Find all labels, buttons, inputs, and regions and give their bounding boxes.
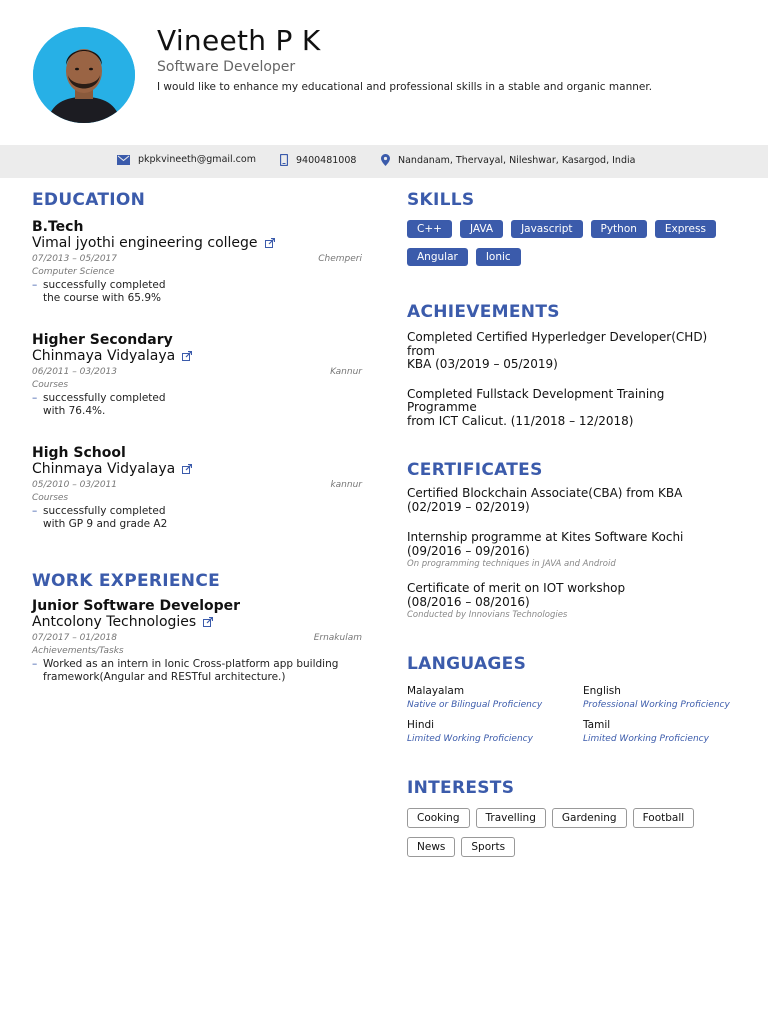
- achievement-line: Completed Fullstack Development Training Programme: [407, 386, 665, 414]
- interest-tag: Gardening: [552, 808, 627, 828]
- dates: 05/2010 – 03/2011: [32, 480, 117, 490]
- location: Chemperi: [318, 254, 362, 264]
- company-link[interactable]: [32, 614, 362, 630]
- education-entry: [32, 445, 362, 531]
- interests-list: [407, 808, 717, 857]
- achievement-line: KBA (03/2019 – 05/2019): [407, 357, 558, 371]
- right-column: [407, 190, 737, 857]
- company-name[interactable]: Antcolony Technologies: [32, 614, 197, 630]
- certificate-note: On programming techniques in JAVA and Android: [407, 559, 616, 569]
- skill-tag: Javascript: [511, 220, 582, 238]
- achievement-line: from ICT Calicut. (11/2018 – 12/2018): [407, 413, 634, 428]
- work-meta: [32, 633, 362, 643]
- bullet-item: – successfully completed with 76.4%.: [32, 392, 166, 417]
- skill-tag: C++: [407, 220, 452, 238]
- skill-tag: Ionic: [476, 248, 521, 266]
- location: Ernakulam: [313, 633, 362, 643]
- interest-tag: Sports: [461, 837, 515, 857]
- certificate-item: [407, 582, 737, 620]
- dates: 06/2011 – 03/2013: [32, 367, 117, 377]
- location: Kannur: [330, 367, 362, 377]
- language-name: English: [583, 685, 621, 697]
- certificate-line: (02/2019 – 02/2019): [407, 499, 530, 514]
- left-column: [32, 190, 362, 684]
- position: Junior Software Developer: [32, 598, 241, 614]
- school-name[interactable]: Chinmaya Vidyalaya: [32, 348, 176, 364]
- languages-list: [407, 685, 737, 744]
- field-of-study: Courses: [32, 380, 69, 390]
- interests-title: INTERESTS: [407, 778, 515, 798]
- contact-bar: [0, 145, 768, 178]
- address-text: Nandanam, Thervayal, Nileshwar, Kasargod, India: [398, 154, 636, 166]
- profile-photo: [33, 27, 135, 123]
- achievements-title: ACHIEVEMENTS: [407, 302, 560, 322]
- language-name: Malayalam: [407, 685, 465, 697]
- phone-icon: [280, 154, 288, 166]
- envelope-icon: [117, 155, 130, 165]
- email-text[interactable]: pkpkvineeth@gmail.com: [138, 154, 256, 165]
- skill-tag: JAVA: [460, 220, 503, 238]
- contact-phone[interactable]: [280, 154, 356, 166]
- skill-tag: Angular: [407, 248, 468, 266]
- dates: 07/2017 – 01/2018: [32, 633, 117, 643]
- language-name: Tamil: [583, 719, 611, 731]
- candidate-role: Software Developer: [157, 59, 296, 75]
- interest-tag: News: [407, 837, 455, 857]
- bullet-line: with GP 9 and grade A2: [43, 518, 168, 530]
- contact-email[interactable]: [117, 154, 256, 165]
- bullet-line: successfully completed: [43, 279, 166, 291]
- school-name[interactable]: Vimal jyothi engineering college: [32, 235, 258, 251]
- certificate-line: (09/2016 – 09/2016): [407, 543, 530, 558]
- language-item: [583, 719, 743, 744]
- certificate-note: Conducted by Innovians Technologies: [407, 610, 568, 620]
- certificate-item: [407, 487, 737, 514]
- external-link-icon[interactable]: [182, 464, 192, 474]
- language-item: [583, 685, 743, 710]
- school-link[interactable]: [32, 235, 362, 251]
- skill-tag: Python: [591, 220, 647, 238]
- language-level: Limited Working Proficiency: [407, 734, 533, 744]
- external-link-icon[interactable]: [265, 238, 275, 248]
- work-experience-title: WORK EXPERIENCE: [32, 571, 221, 591]
- language-item: [407, 719, 583, 744]
- resume-header: [0, 0, 768, 145]
- skills-title: SKILLS: [407, 190, 475, 210]
- language-item: [407, 685, 583, 710]
- skill-tag: Express: [655, 220, 716, 238]
- bullet-item: – Worked as an intern in Ionic Cross-platform app building framework(Angular and RESTful architecture.): [32, 658, 339, 683]
- degree: High School: [32, 445, 126, 461]
- languages-title: LANGUAGES: [407, 654, 527, 674]
- degree: B.Tech: [32, 219, 84, 235]
- certificate-line: (08/2016 – 08/2016): [407, 594, 530, 609]
- language-level: Limited Working Proficiency: [583, 734, 709, 744]
- contact-address: [381, 154, 635, 166]
- school-name[interactable]: Chinmaya Vidyalaya: [32, 461, 176, 477]
- degree: Higher Secondary: [32, 332, 173, 348]
- language-level: Native or Bilingual Proficiency: [407, 700, 543, 710]
- bullet-item: – successfully completed with GP 9 and grade A2: [32, 505, 168, 530]
- candidate-summary: I would like to enhance my educational and professional skills in a stable and organic manner.: [157, 81, 653, 93]
- certificate-line: Certificate of merit on IOT workshop: [407, 581, 626, 595]
- education-meta: [32, 480, 362, 490]
- achievement-line: Completed Certified Hyperledger Developer(CHD) from: [407, 330, 708, 358]
- achievement-item: [407, 331, 737, 372]
- language-level: Professional Working Proficiency: [583, 700, 730, 710]
- field-of-study: Courses: [32, 493, 69, 503]
- education-title: EDUCATION: [32, 190, 146, 210]
- candidate-name: Vineeth P K: [157, 24, 321, 57]
- external-link-icon[interactable]: [203, 617, 213, 627]
- map-pin-icon: [381, 154, 390, 166]
- language-name: Hindi: [407, 719, 435, 731]
- bullet-line: Worked as an intern in Ionic Cross-platform app building: [43, 658, 339, 670]
- interest-tag: Football: [633, 808, 695, 828]
- certificate-line: Certified Blockchain Associate(CBA) from KBA: [407, 486, 683, 500]
- phone-text[interactable]: 9400481008: [296, 154, 357, 166]
- education-meta: [32, 367, 362, 377]
- location: kannur: [330, 480, 362, 490]
- achievement-item: [407, 388, 737, 429]
- bullet-line: successfully completed: [43, 505, 166, 517]
- certificate-line: Internship programme at Kites Software Kochi: [407, 530, 684, 544]
- school-link[interactable]: [32, 348, 362, 364]
- bullet-line: the course with 65.9%: [43, 292, 161, 304]
- bullet-line: successfully completed: [43, 392, 166, 404]
- field-of-study: Computer Science: [32, 267, 115, 277]
- bullet-line: framework(Angular and RESTful architecture.): [43, 671, 286, 683]
- interest-tag: Travelling: [476, 808, 546, 828]
- tasks-label: Achievements/Tasks: [32, 646, 124, 656]
- work-entry: [32, 598, 362, 684]
- dates: 07/2013 – 05/2017: [32, 254, 117, 264]
- external-link-icon[interactable]: [182, 351, 192, 361]
- bullet-item: – successfully completed the course with 65.9%: [32, 279, 166, 304]
- education-meta: [32, 254, 362, 264]
- skills-list: [407, 220, 717, 266]
- certificate-item: [407, 531, 737, 569]
- education-entry: [32, 332, 362, 418]
- interest-tag: Cooking: [407, 808, 470, 828]
- bullet-line: with 76.4%.: [43, 405, 106, 417]
- certificates-title: CERTIFICATES: [407, 460, 543, 480]
- school-link[interactable]: [32, 461, 362, 477]
- education-entry: [32, 219, 362, 305]
